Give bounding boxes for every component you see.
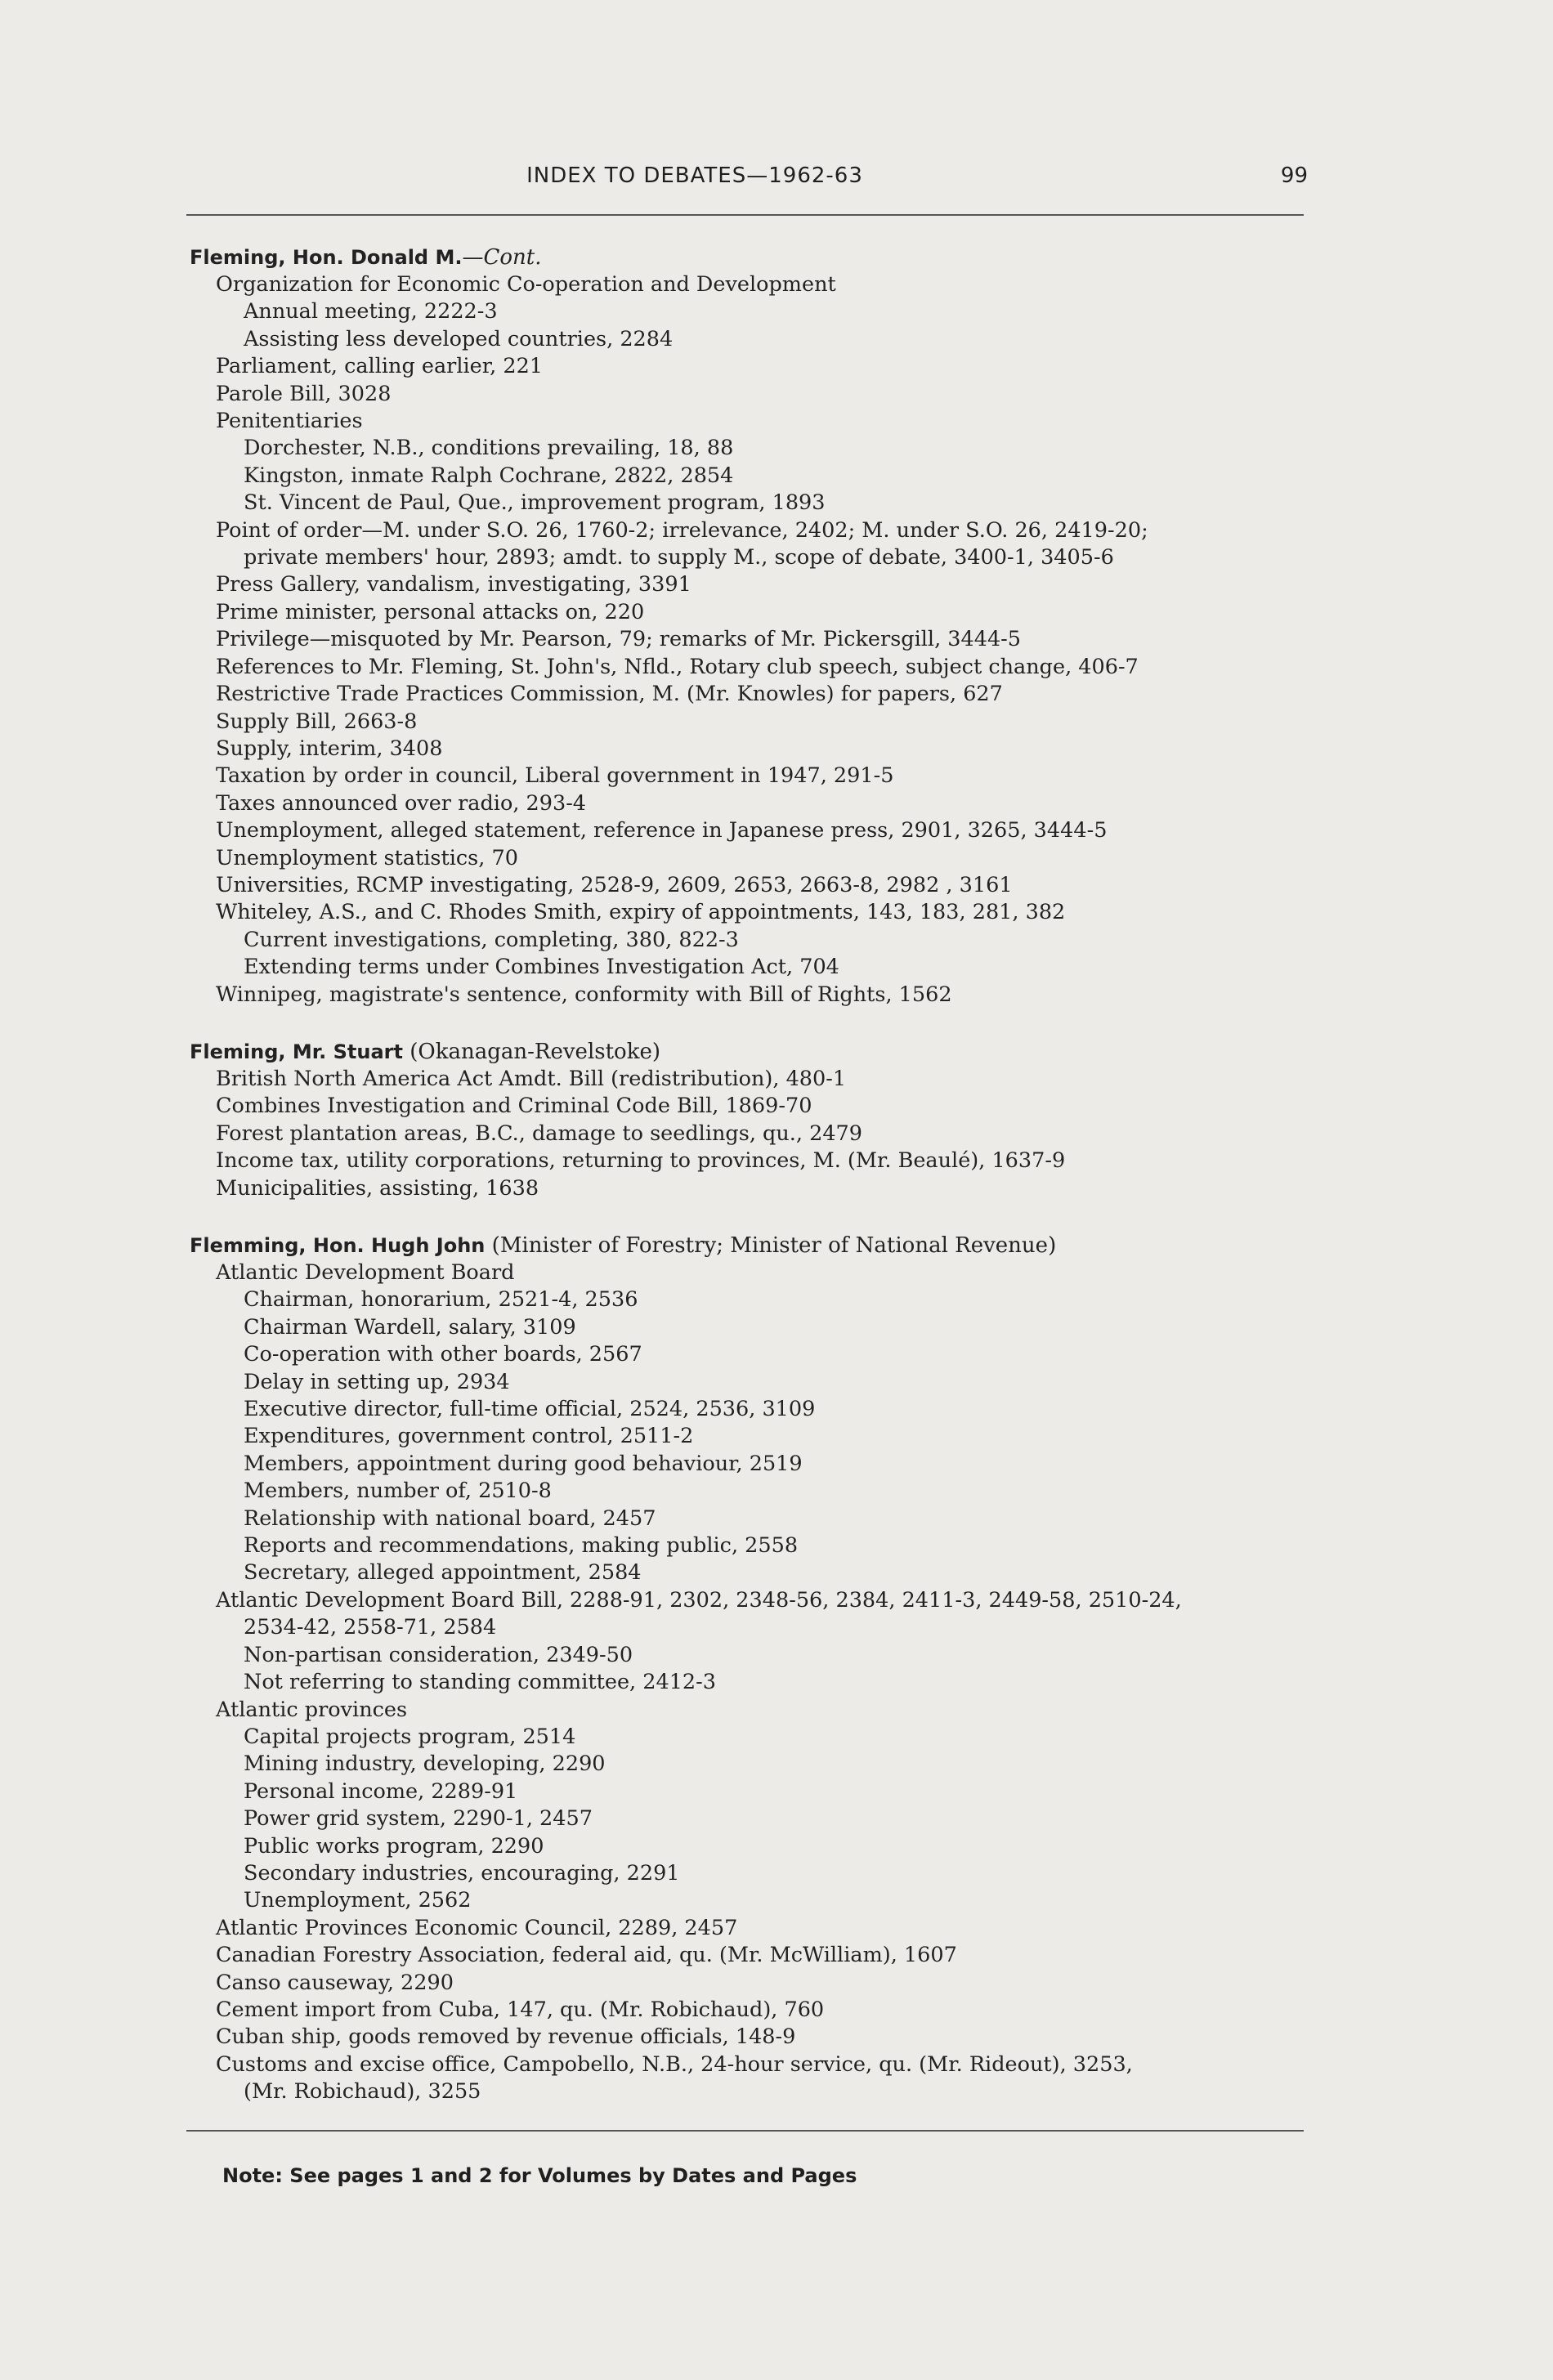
- subject-line: British North America Act Amdt. Bill (redistribution), 480-1: [216, 1066, 847, 1091]
- index-entry: [190, 1038, 1309, 1202]
- subject-line: Municipalities, assisting, 1638: [216, 1175, 539, 1201]
- subtopic-line: Secretary, alleged appointment, 2584: [244, 1560, 642, 1586]
- continuation-line: (Mr. Robichaud), 3255: [244, 2079, 481, 2105]
- subtopic-line: Non-partisan consideration, 2349-50: [244, 1642, 633, 1667]
- entry-heading: [190, 1038, 1309, 1066]
- subject-line: Cuban ship, goods removed by revenue officials, 148-9: [216, 2024, 796, 2050]
- subtopic-line: Public works program, 2290: [244, 1833, 544, 1859]
- subtopic-line: Expenditures, government control, 2511-2: [244, 1424, 694, 1449]
- subtopic-line: Chairman, honorarium, 2521-4, 2536: [244, 1287, 638, 1313]
- subtopic-line: Delay in setting up, 2934: [244, 1369, 510, 1394]
- subtopic-line: Co-operation with other boards, 2567: [244, 1342, 642, 1367]
- subject-line: Unemployment, alleged statement, reference in Japanese press, 2901, 3265, 3444-5: [216, 818, 1108, 843]
- continuation-line: 2534-42, 2558-71, 2584: [244, 1615, 497, 1640]
- entry-name: Fleming, Hon. Donald M.: [190, 246, 463, 269]
- subject-line: Taxes announced over radio, 293-4: [216, 790, 587, 816]
- subtopic-line: Unemployment, 2562: [244, 1888, 472, 1913]
- entry-continued-suffix: —Cont.: [462, 245, 542, 270]
- subject-line: Cement import from Cuba, 147, qu. (Mr. Robichaud), 760: [216, 1997, 825, 2022]
- subtopic-line: Relationship with national board, 2457: [244, 1505, 656, 1531]
- subject-line: Penitentiaries: [216, 409, 363, 434]
- subject-line: Winnipeg, magistrate's sentence, conformity with Bill of Rights, 1562: [216, 982, 952, 1007]
- subject-line: Press Gallery, vandalism, investigating, 3391: [216, 572, 691, 597]
- index-entry: [190, 1232, 1309, 2106]
- subtopic-line: Members, appointment during good behaviour, 2519: [244, 1451, 803, 1476]
- subtopic-line: Annual meeting, 2222-3: [244, 299, 498, 324]
- subject-line: Whiteley, A.S., and C. Rhodes Smith, expiry of appointments, 143, 183, 281, 382: [216, 900, 1066, 925]
- subject-line: Privilege—misquoted by Mr. Pearson, 79; remarks of Mr. Pickersgill, 3444-5: [216, 627, 1022, 652]
- subtopic-line: Chairman Wardell, salary, 3109: [244, 1314, 576, 1340]
- subject-line: Taxation by order in council, Liberal government in 1947, 291-5: [216, 763, 894, 789]
- subject-line: Atlantic Development Board: [216, 1260, 515, 1285]
- subtopic-line: Kingston, inmate Ralph Cochrane, 2822, 2854: [244, 463, 734, 488]
- subject-line: Atlantic Provinces Economic Council, 2289, 2457: [216, 1915, 738, 1940]
- subtopic-line: Members, number of, 2510-8: [244, 1479, 552, 1504]
- subject-line: Atlantic provinces: [216, 1697, 408, 1722]
- entry-constituency: (Okanagan-Revelstoke): [403, 1039, 660, 1064]
- subtopic-line: Power grid system, 2290-1, 2457: [244, 1806, 593, 1832]
- subject-line: Universities, RCMP investigating, 2528-9, 2609, 2653, 2663-8, 2982 , 3161: [216, 872, 1013, 897]
- subtopic-line: Not referring to standing committee, 2412-3: [244, 1670, 716, 1695]
- page-title: INDEX TO DEBATES—1962-63: [526, 163, 863, 188]
- entry-heading: [190, 244, 1309, 271]
- continuation-line: private members' hour, 2893; amdt. to supply M., scope of debate, 3400-1, 3405-6: [244, 545, 1114, 570]
- subject-line: References to Mr. Fleming, St. John's, Nfld., Rotary club speech, subject change, 406-7: [216, 654, 1139, 679]
- subtopic-line: Capital projects program, 2514: [244, 1724, 576, 1749]
- subject-line: Unemployment statistics, 70: [216, 845, 518, 870]
- page-number: 99: [1280, 163, 1308, 188]
- subject-line: Prime minister, personal attacks on, 220: [216, 599, 645, 624]
- subject-line: Forest plantation areas, B.C., damage to seedlings, qu., 2479: [216, 1121, 862, 1146]
- subtopic-line: Reports and recommendations, making public, 2558: [244, 1533, 799, 1559]
- subtopic-line: St. Vincent de Paul, Que., improvement program, 1893: [244, 490, 826, 516]
- subtopic-line: Current investigations, completing, 380, 822-3: [244, 927, 739, 952]
- subject-line: Supply Bill, 2663-8: [216, 709, 418, 734]
- subtopic-line: Extending terms under Combines Investigation Act, 704: [244, 955, 839, 980]
- entry-name: Fleming, Mr. Stuart: [190, 1040, 403, 1063]
- footnote: Note: See pages 1 and 2 for Volumes by Dates and Pages: [222, 2164, 857, 2187]
- subtopic-line: Dorchester, N.B., conditions prevailing, 18, 88: [244, 436, 734, 461]
- subject-line: Combines Investigation and Criminal Code Bill, 1869-70: [216, 1094, 812, 1119]
- subject-line: Canso causeway, 2290: [216, 1970, 454, 1995]
- footer-rule: [186, 2130, 1304, 2132]
- entry-constituency: (Minister of Forestry; Minister of National Revenue): [485, 1233, 1057, 1258]
- subject-line: Supply, interim, 3408: [216, 736, 443, 761]
- subtopic-line: Personal income, 2289-91: [244, 1778, 518, 1804]
- index-content: [190, 244, 1309, 2136]
- subtopic-line: Assisting less developed countries, 2284: [244, 326, 674, 351]
- subtopic-line: Mining industry, developing, 2290: [244, 1751, 606, 1777]
- subject-line: Point of order—M. under S.O. 26, 1760-2; irrelevance, 2402; M. under S.O. 26, 2419-20;: [216, 517, 1148, 543]
- entry-name: Flemming, Hon. Hugh John: [190, 1234, 486, 1257]
- subject-line: Customs and excise office, Campobello, N.B., 24-hour service, qu. (Mr. Rideout), 3253,: [216, 2051, 1133, 2077]
- index-entry: [190, 244, 1309, 1009]
- subtopic-line: Secondary industries, encouraging, 2291: [244, 1860, 680, 1886]
- subject-line: Parliament, calling earlier, 221: [216, 354, 544, 379]
- subject-line: Income tax, utility corporations, returning to provinces, M. (Mr. Beaulé), 1637-9: [216, 1148, 1066, 1174]
- header-rule: [186, 214, 1304, 216]
- subject-line: Parole Bill, 3028: [216, 381, 392, 406]
- subject-line: Canadian Forestry Association, federal aid, qu. (Mr. McWilliam), 1607: [216, 1943, 957, 1968]
- subject-line: Restrictive Trade Practices Commission, M. (Mr. Knowles) for papers, 627: [216, 682, 1003, 707]
- subject-line: Organization for Economic Co-operation and Development: [216, 272, 836, 297]
- subtopic-line: Executive director, full-time official, 2524, 2536, 3109: [244, 1397, 816, 1422]
- entry-heading: [190, 1232, 1309, 1259]
- subject-line: Atlantic Development Board Bill, 2288-91, 2302, 2348-56, 2384, 2411-3, 2449-58, 2510-24,: [216, 1587, 1182, 1613]
